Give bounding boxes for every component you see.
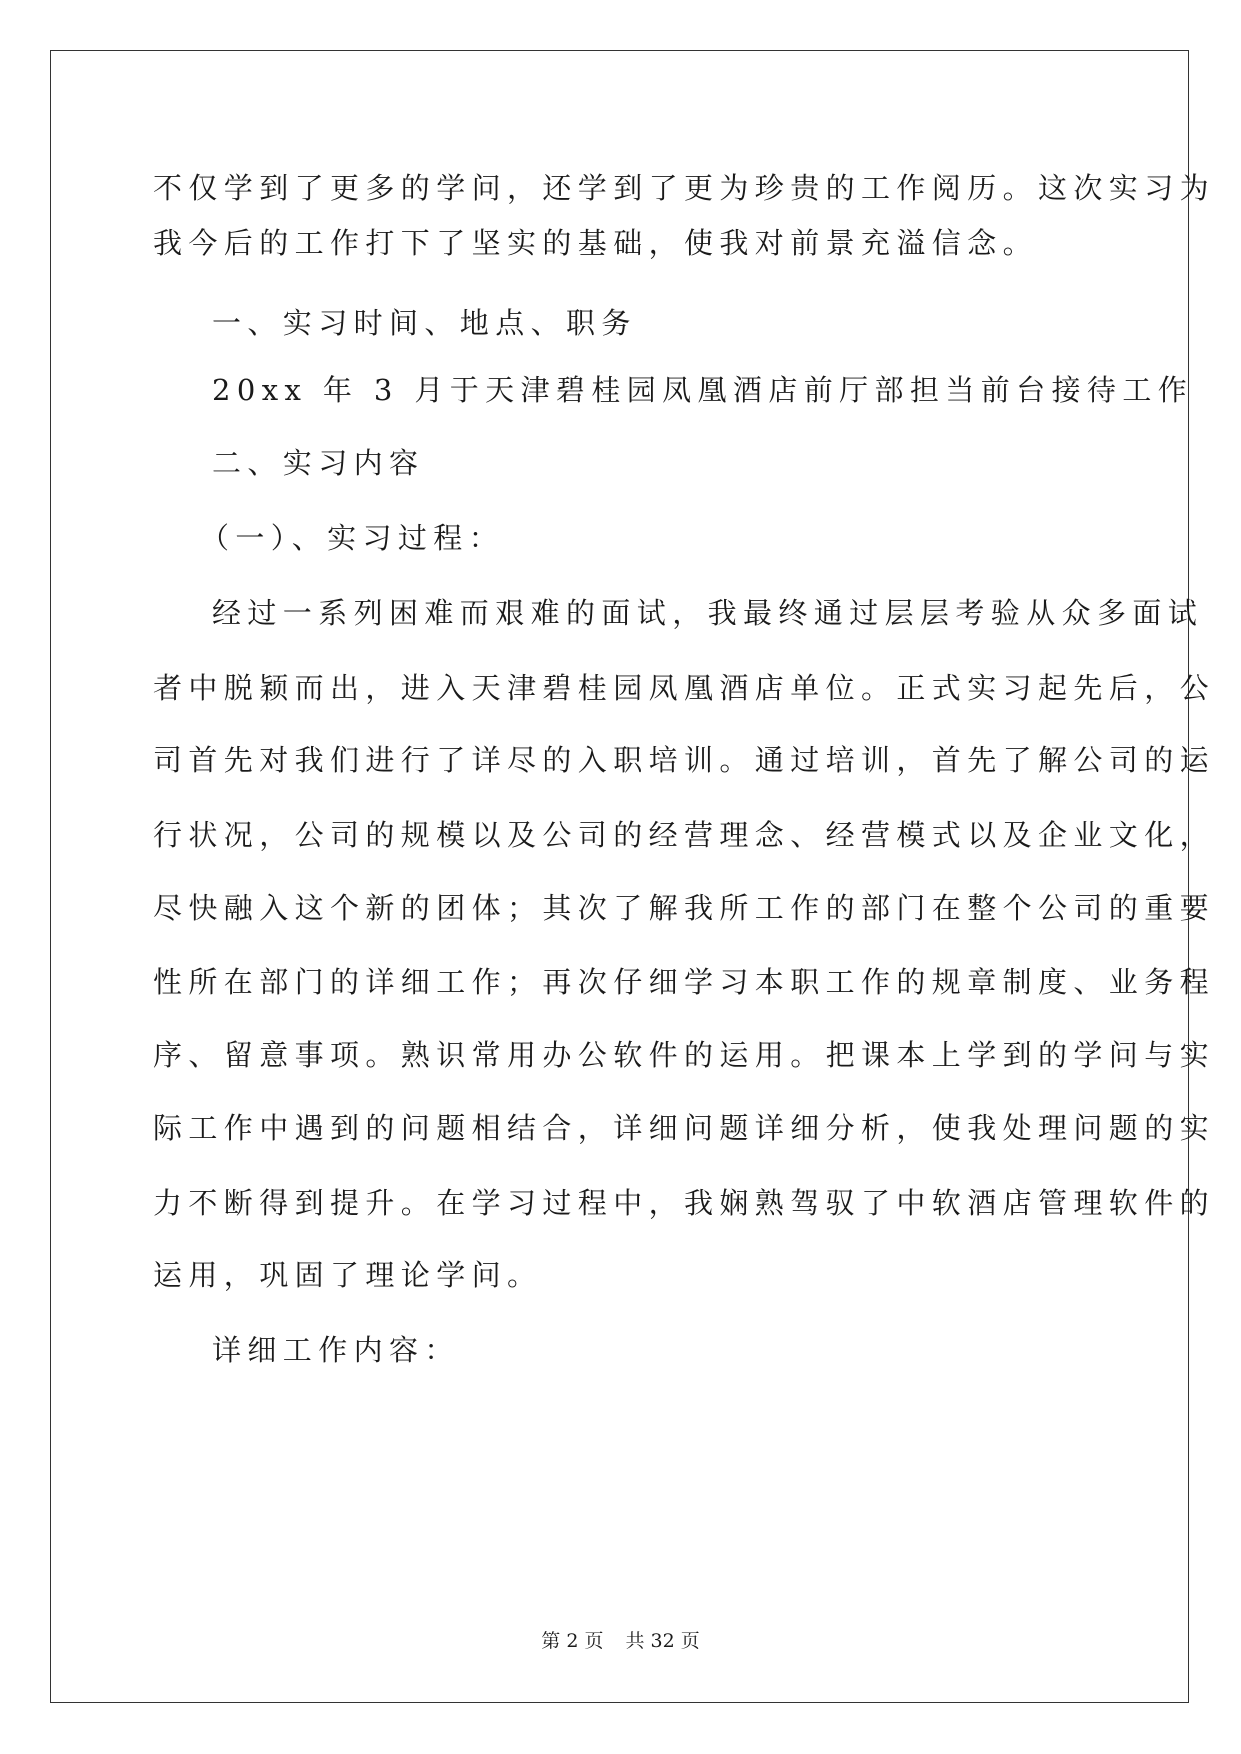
body-text-line: 行状况，公司的规模以及公司的经营理念、经营模式以及企业文化， — [153, 818, 1216, 852]
page-footer — [0, 1629, 1241, 1653]
body-text-line: 尽快融入这个新的团体；其次了解我所工作的部门在整个公司的重要 — [153, 891, 1216, 925]
body-text-line: 者中脱颖而出，进入天津碧桂园凤凰酒店单位。正式实习起先后，公 — [153, 671, 1216, 705]
body-text-line: 力不断得到提升。在学习过程中，我娴熟驾驭了中软酒店管理软件的 — [153, 1186, 1216, 1220]
section-heading-content: 二、实习内容 — [212, 446, 425, 480]
body-text-line: 我今后的工作打下了坚实的基础，使我对前景充溢信念。 — [153, 226, 1039, 260]
body-text-line: 运用，巩固了理论学问。 — [153, 1258, 543, 1292]
body-text-line: 不仅学到了更多的学问，还学到了更为珍贵的工作阅历。这次实习为 — [153, 171, 1216, 205]
section-heading-time-place: 一、实习时间、地点、职务 — [212, 306, 637, 340]
page-border — [50, 50, 1189, 1703]
subsection-heading-process: （一）、实习过程： — [200, 521, 505, 555]
body-text-line: 际工作中遇到的问题相结合，详细问题详细分析，使我处理问题的实 — [153, 1111, 1216, 1145]
page-total: 共 32 页 — [625, 1630, 700, 1652]
body-text-line: 性所在部门的详细工作；再次仔细学习本职工作的规章制度、业务程 — [153, 965, 1216, 999]
body-text-line: 20xx 年 3 月于天津碧桂园凤凰酒店前厅部担当前台接待工作 — [212, 373, 1194, 407]
detail-heading: 详细工作内容： — [212, 1333, 460, 1367]
page-number: 第 2 页 — [541, 1630, 604, 1652]
body-text-line: 经过一系列困难而艰难的面试，我最终通过层层考验从众多面试 — [212, 596, 1204, 630]
body-text-line: 序、留意事项。熟识常用办公软件的运用。把课本上学到的学问与实 — [153, 1038, 1216, 1072]
body-text-line: 司首先对我们进行了详尽的入职培训。通过培训，首先了解公司的运 — [153, 743, 1216, 777]
